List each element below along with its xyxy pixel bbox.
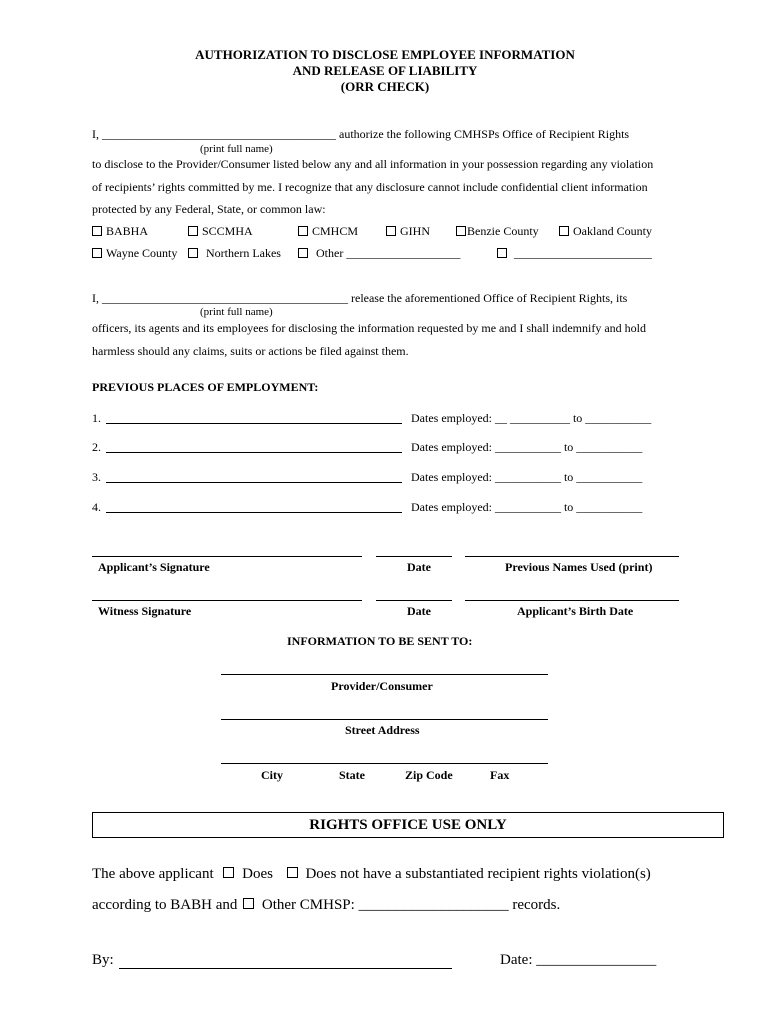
release-print-hint: (print full name) xyxy=(200,306,273,318)
form-title-line2: AND RELEASE OF LIABILITY xyxy=(292,63,478,78)
does-checkbox-icon[interactable] xyxy=(223,867,234,878)
employment-num-1: 1. xyxy=(92,411,101,425)
release-text-2: officers, its agents and its employees for disclosing the information requested by me and I shall indemnify and hold xyxy=(92,321,646,335)
checkbox-icon[interactable] xyxy=(298,226,308,236)
rights-line-2 xyxy=(92,897,560,914)
witness-date-line[interactable] xyxy=(376,600,452,601)
employment-dates-3[interactable]: Dates employed: ___________ to ___________ xyxy=(411,470,643,484)
applicant-date-label: Date xyxy=(407,560,431,574)
other-cmhsp-checkbox-icon[interactable] xyxy=(243,898,254,909)
fax-label: Fax xyxy=(490,768,510,782)
form-title-line3: (ORR CHECK) xyxy=(340,79,430,94)
previous-names-line[interactable] xyxy=(465,556,679,557)
agency-benzie-county[interactable]: Benzie County xyxy=(456,224,539,238)
employment-line-1[interactable] xyxy=(106,423,402,424)
employment-num-3: 3. xyxy=(92,470,101,484)
employment-heading: PREVIOUS PLACES OF EMPLOYMENT: xyxy=(92,380,319,394)
employment-num-2: 2. xyxy=(92,440,101,454)
state-label: State xyxy=(339,768,365,782)
by-signature-line[interactable] xyxy=(119,968,452,969)
checkbox-icon[interactable] xyxy=(92,226,102,236)
by-label: By: xyxy=(92,952,114,968)
checkbox-icon[interactable] xyxy=(559,226,569,236)
agency-babha[interactable]: BABHA xyxy=(92,224,148,238)
agency-blank[interactable]: _______________________ xyxy=(497,246,652,260)
witness-signature-line[interactable] xyxy=(92,600,362,601)
city-label: City xyxy=(261,768,283,782)
street-label: Street Address xyxy=(345,723,420,737)
agency-other[interactable]: Other ___________________ xyxy=(298,246,460,260)
agency-cmhcm[interactable]: CMHCM xyxy=(298,224,358,238)
send-to-heading: INFORMATION TO BE SENT TO: xyxy=(287,634,473,648)
other-cmhsp-label[interactable]: Other CMHSP: ____________________ records. xyxy=(261,897,561,913)
checkbox-icon[interactable] xyxy=(188,226,198,236)
agency-northern-lakes[interactable]: Northern Lakes xyxy=(188,246,281,260)
agency-sccmha[interactable]: SCCMHA xyxy=(188,224,253,238)
street-line[interactable] xyxy=(221,719,548,720)
release-text-3: harmless should any claims, suits or actions be filed against them. xyxy=(92,344,409,358)
agency-wayne-county[interactable]: Wayne County xyxy=(92,246,177,260)
witness-date-label: Date xyxy=(407,604,431,618)
employment-line-3[interactable] xyxy=(106,482,402,483)
authorize-text-2: to disclose to the Provider/Consumer listed below any and all information in your possession regarding any violation xyxy=(92,157,654,171)
authorize-name-line[interactable]: I, _______________________________________ authorize the following CMHSPs Office of Recipient Rights xyxy=(92,127,630,141)
agency-gihn[interactable]: GIHN xyxy=(386,224,430,238)
checkbox-icon[interactable] xyxy=(386,226,396,236)
birth-date-label: Applicant’s Birth Date xyxy=(517,604,634,618)
employment-line-4[interactable] xyxy=(106,512,402,513)
provider-label: Provider/Consumer xyxy=(331,679,433,693)
employment-dates-1[interactable]: Dates employed: __ __________ to ___________ xyxy=(411,411,652,425)
does-label: Does xyxy=(242,866,273,882)
rights-date-field[interactable]: Date: ________________ xyxy=(500,952,657,968)
zip-label: Zip Code xyxy=(405,768,453,782)
authorize-text-4: protected by any Federal, State, or common law: xyxy=(92,202,326,216)
employment-line-2[interactable] xyxy=(106,452,402,453)
employment-dates-4[interactable]: Dates employed: ___________ to ___________ xyxy=(411,500,643,514)
applicant-date-line[interactable] xyxy=(376,556,452,557)
employment-dates-2[interactable]: Dates employed: ___________ to ___________ xyxy=(411,440,643,454)
city-state-line[interactable] xyxy=(221,763,548,764)
does-not-checkbox-icon[interactable] xyxy=(287,867,298,878)
babh-label: according to BABH and xyxy=(92,897,238,913)
employment-num-4: 4. xyxy=(92,500,101,514)
provider-line[interactable] xyxy=(221,674,548,675)
checkbox-icon[interactable] xyxy=(188,248,198,258)
applicant-signature-line[interactable] xyxy=(92,556,362,557)
witness-signature-label: Witness Signature xyxy=(98,604,192,618)
checkbox-icon[interactable] xyxy=(497,248,507,258)
checkbox-icon[interactable] xyxy=(92,248,102,258)
authorize-text-3: of recipients’ rights committed by me. I recognize that any disclosure cannot include confidential client information xyxy=(92,180,648,194)
applicant-signature-label: Applicant’s Signature xyxy=(98,560,210,574)
rights-line-1 xyxy=(92,866,651,883)
checkbox-icon[interactable] xyxy=(456,226,466,236)
applicant-label: The above applicant xyxy=(92,866,214,882)
agency-oakland-county[interactable]: Oakland County xyxy=(559,224,652,238)
checkbox-icon[interactable] xyxy=(298,248,308,258)
rights-office-header: RIGHTS OFFICE USE ONLY xyxy=(92,812,724,838)
birth-date-line[interactable] xyxy=(465,600,679,601)
previous-names-label: Previous Names Used (print) xyxy=(505,560,653,574)
authorize-print-hint: (print full name) xyxy=(200,143,273,155)
release-name-line[interactable]: I, _________________________________________ release the aforementioned Office of Recipient Rights, its xyxy=(92,291,628,305)
does-not-label: Does not have a substantiated recipient rights violation(s) xyxy=(305,866,651,882)
form-title-line1: AUTHORIZATION TO DISCLOSE EMPLOYEE INFORMATION xyxy=(195,47,575,62)
